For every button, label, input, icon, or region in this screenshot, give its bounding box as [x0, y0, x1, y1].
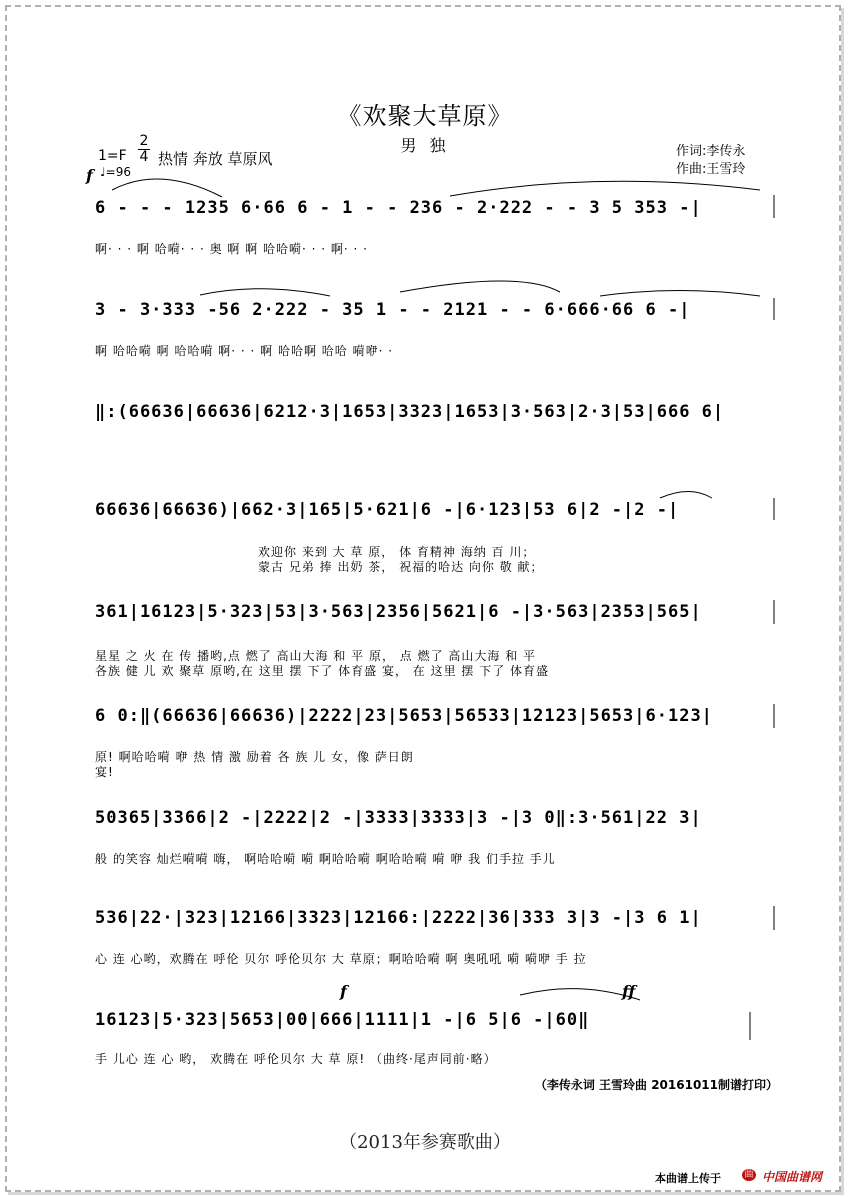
score-line-4: 66636|66636)|662·3|165|5·621|6 -|6·123|53 6|2 -|2 -| [95, 500, 680, 520]
slur-arc [400, 281, 560, 292]
lyrics-line-4a: 欢迎你 来到 大 草 原， 体 育精神 海纳 百 川； [258, 545, 536, 559]
dynamic-forte-start: f [86, 166, 93, 185]
key-signature: 1=F [98, 148, 127, 164]
lyrics-line-6b: 宴! [95, 765, 114, 779]
score-line-2: 3 - 3·333 -56 2·222 - 35 1 - - 2121 - - 6·666·66 6 -| [95, 300, 691, 320]
slur-arc [200, 289, 330, 296]
score-line-7: 50365|3366|2 -|2222|2 -|3333|3333|3 -|3 0‖:3·561|22 3| [95, 808, 702, 828]
score-line-6: 6 0:‖(66636|66636)|2222|23|5653|56533|12123|5653|6·123| [95, 706, 713, 726]
score-line-5: 361|16123|5·323|53|3·563|2356|5621|6 -|3·563|2353|565| [95, 602, 702, 622]
lyricist-credit: 作词:李传永 [676, 144, 746, 159]
slur-arc [660, 492, 712, 499]
lyrics-line-5b: 各族 健 儿 欢 聚草 原哟,在 这里 摆 下了 体育盛 宴， 在 这里 摆 下了 体育盛 [95, 664, 550, 678]
song-title: 《欢聚大草原》 [337, 102, 513, 130]
uploader-text: 本曲谱上传于 [655, 1172, 721, 1185]
lyrics-line-6a: 原! 啊哈哈嗬 咿 热 情 激 励着 各 族 儿 女，像 萨日朗 [95, 750, 414, 764]
dynamic-fortissimo-end: ff [622, 982, 636, 1001]
quarter-note-icon: ♩ [100, 165, 106, 179]
time-signature-top: 2 [139, 133, 149, 149]
time-signature-bottom: 4 [139, 149, 149, 165]
slur-arc [600, 291, 760, 297]
lyrics-line-7: 般 的笑容 灿烂嗬嗬 嗨， 啊哈哈嗬 嗬 啊哈哈嗬 啊哈哈嗬 嗬 咿 我 们手拉 手儿 [95, 852, 556, 866]
score-line-9: 16123|5·323|5653|00|666|1111|1 -|6 5|6 -|60‖ [95, 1010, 590, 1030]
slur-arc [112, 179, 222, 197]
lyrics-line-1: 啊· · · 啊 哈嗬· · · 奥 啊 啊 哈哈嗬· · · 啊· · · [95, 242, 368, 256]
source-note: （李传永词 王雪玲曲 20161011制谱打印） [534, 1078, 778, 1092]
composer-credit: 作曲:王雪玲 [676, 162, 746, 177]
slur-arc [520, 989, 640, 1000]
lyrics-line-4b: 蒙古 兄弟 捧 出奶 茶， 祝福的哈达 向你 敬 献； [258, 560, 544, 574]
lyrics-line-2: 啊 哈哈嗬 啊 哈哈嗬 啊· · · 啊 哈哈啊 哈哈 嗬咿· · [95, 344, 394, 358]
tempo-value: =96 [105, 165, 131, 179]
lyrics-line-5a: 星星 之 火 在 传 播哟,点 燃了 高山大海 和 平 原， 点 燃了 高山大海 和 平 [95, 649, 537, 663]
dynamic-forte-mid: f [340, 982, 347, 1001]
slur-arc [450, 181, 760, 196]
footer-caption: （2013年参赛歌曲） [339, 1132, 511, 1153]
site-logo-icon: 曲 [742, 1169, 756, 1181]
lyrics-line-9: 手 儿心 连 心 哟， 欢腾在 呼伦贝尔 大 草 原! （曲终·尾声同前·略） [95, 1052, 497, 1066]
style-description: 热情 奔放 草原风 [158, 150, 273, 168]
score-line-3: ‖:(66636|66636|6212·3|1653|3323|1653|3·563|2·3|53|666 6| [95, 402, 725, 422]
score-line-8: 536|22·|323|12166|3323|12166:|2222|36|333 3|3 -|3 6 1| [95, 908, 702, 928]
site-name: 中国曲谱网 [762, 1170, 823, 1184]
score-line-1: 6 - - - 1235 6·66 6 - 1 - - 236 - 2·222 - - 3 5 353 -| [95, 198, 702, 218]
lyrics-line-8: 心 连 心哟，欢腾在 呼伦 贝尔 呼伦贝尔 大 草原；啊哈哈嗬 啊 奥吼吼 嗬 嗬咿 手 拉 [95, 952, 587, 966]
performer-label: 男 独 [400, 136, 450, 155]
